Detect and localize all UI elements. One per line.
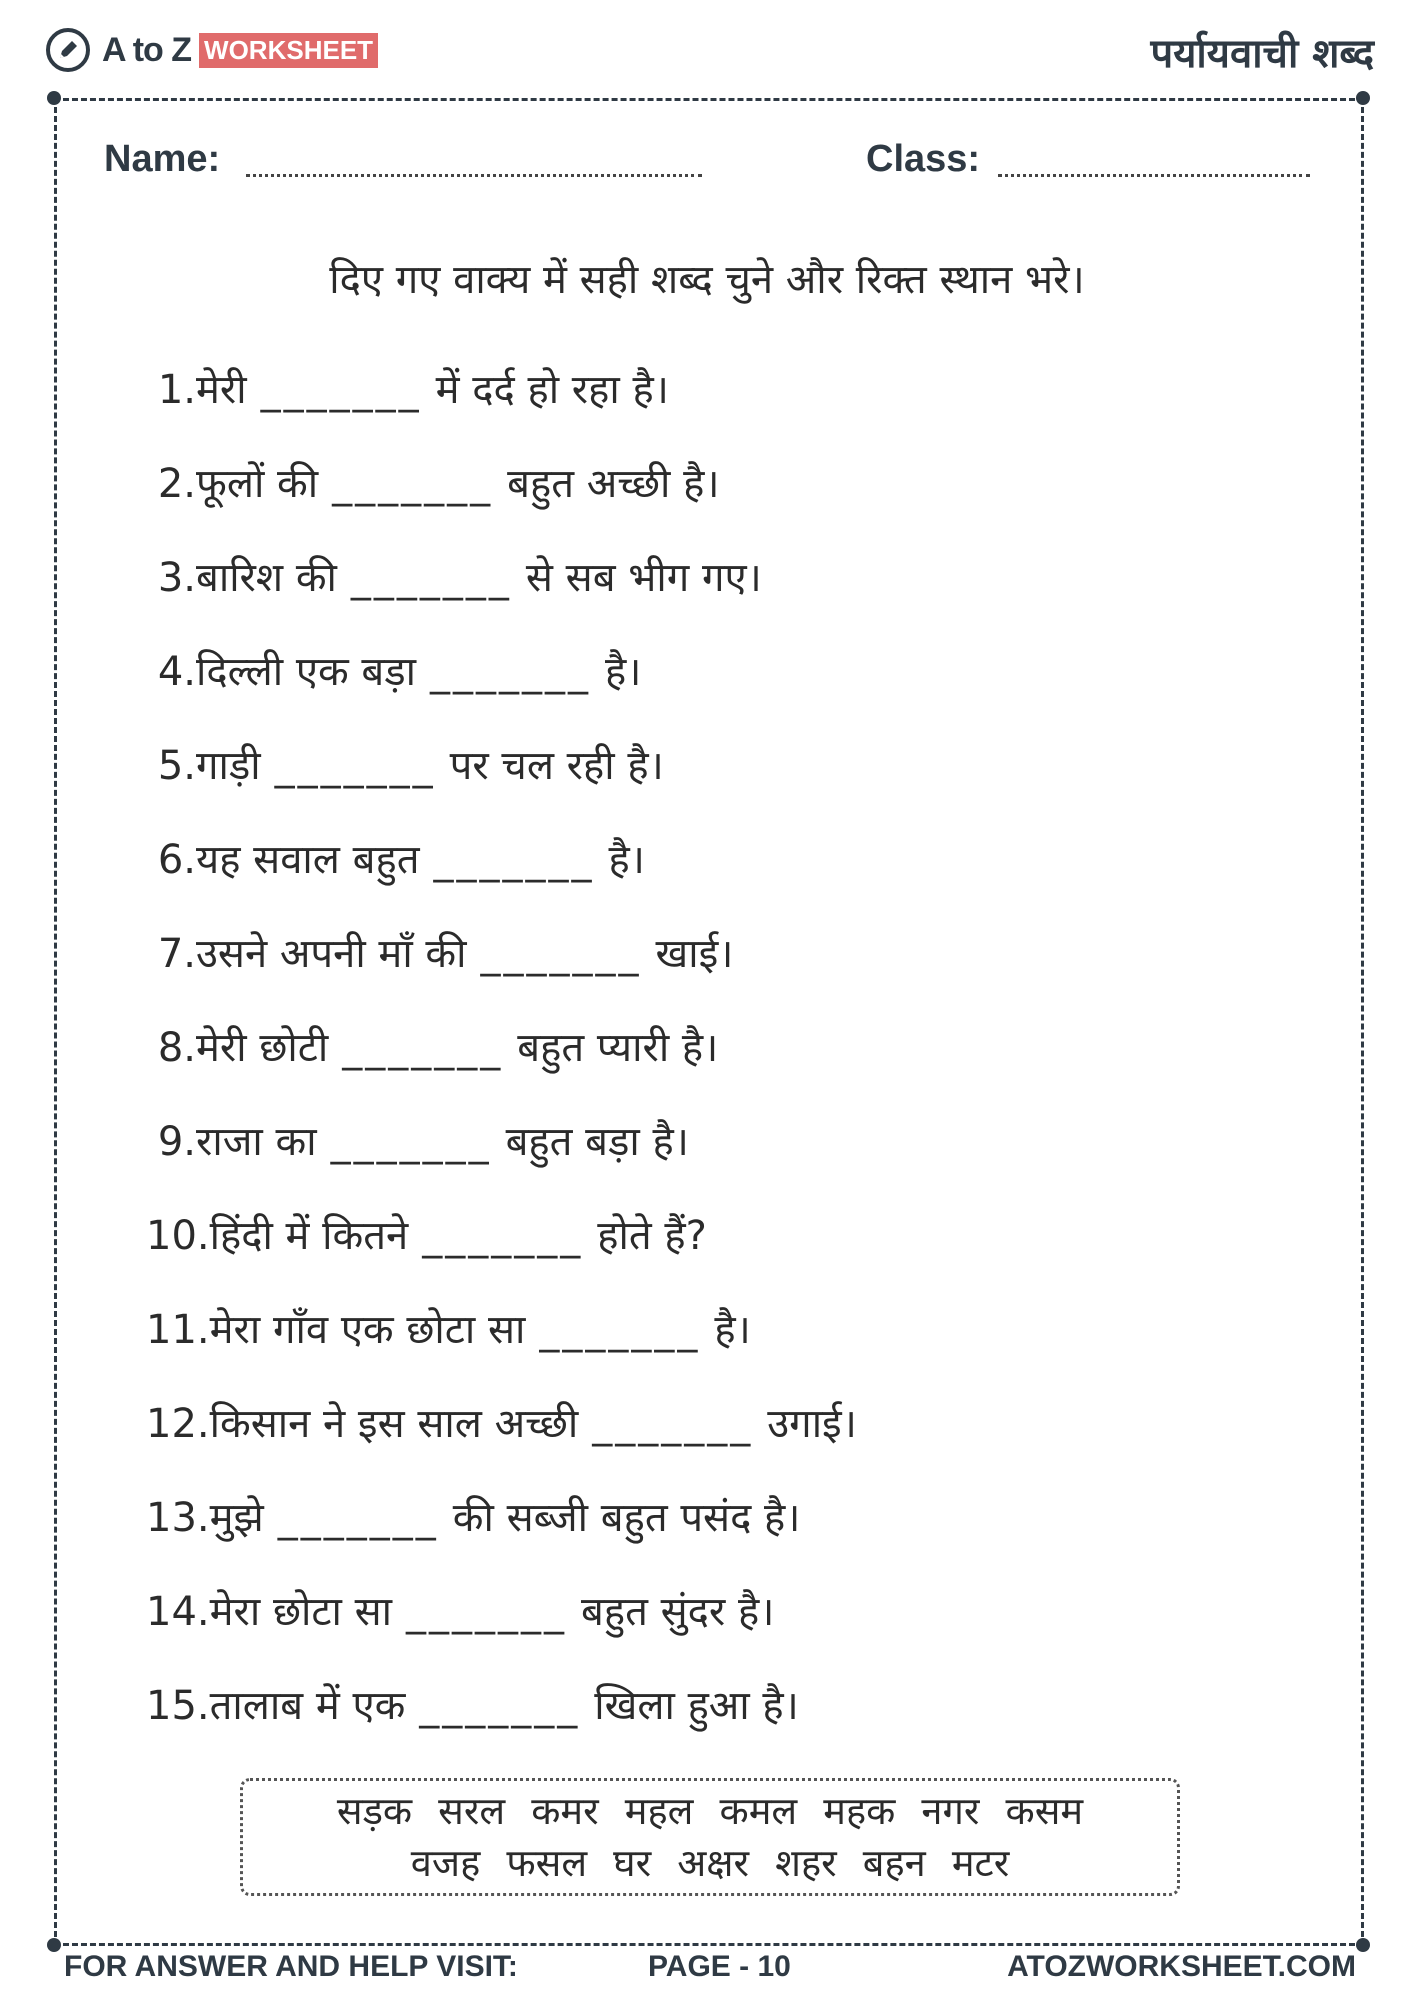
question-number: 2. [157, 461, 196, 507]
question-text-before: फूलों की [196, 461, 319, 507]
question-item [146, 1676, 857, 1770]
name-label: Name: [104, 138, 221, 180]
answer-blank[interactable]: _______ [430, 649, 591, 695]
question-text-before: मेरी [196, 367, 247, 413]
question-list [146, 360, 857, 1770]
question-item [146, 642, 857, 736]
frame-corner [1356, 91, 1370, 105]
pencil-icon [46, 28, 90, 72]
class-field[interactable] [998, 174, 1310, 177]
question-text-before: गाड़ी [196, 743, 261, 789]
site-logo [46, 28, 378, 72]
answer-blank[interactable]: _______ [433, 837, 595, 883]
question-text-before: बारिश की [196, 555, 337, 601]
page-title: पर्यायवाची शब्द [1150, 31, 1374, 77]
question-text-before: मुझे [209, 1495, 264, 1541]
footer-page-number: PAGE - 10 [648, 1950, 791, 1983]
question-text-before: दिल्ली एक बड़ा [196, 649, 416, 695]
word-bank-row: वजह फसल घर अक्षर शहर बहन मटर [410, 1841, 1010, 1885]
question-number: 15. [146, 1683, 210, 1729]
question-text-before: राजा का [196, 1119, 317, 1165]
question-item [146, 360, 857, 454]
question-text-after: होते हैं? [597, 1213, 707, 1259]
question-text-after: खाई। [655, 931, 734, 977]
question-number: 3. [157, 555, 196, 601]
question-number: 1. [157, 367, 196, 413]
answer-blank[interactable]: _______ [539, 1307, 701, 1353]
answer-blank[interactable]: _______ [422, 1213, 584, 1259]
question-item [146, 1488, 857, 1582]
footer-help-text: FOR ANSWER AND HELP VISIT: [64, 1950, 518, 1983]
question-number: 12. [146, 1401, 210, 1447]
question-text-before: यह सवाल बहुत [196, 837, 420, 883]
logo-text: A to Z [102, 30, 192, 69]
answer-blank[interactable]: _______ [330, 1119, 492, 1165]
word-bank [240, 1778, 1180, 1896]
question-item [146, 548, 857, 642]
question-number: 13. [146, 1495, 210, 1541]
question-text-before: हिंदी में कितने [209, 1213, 409, 1259]
question-text-before: मेरा गाँव एक छोटा सा [209, 1307, 526, 1353]
question-item [146, 1112, 857, 1206]
question-item [146, 1300, 857, 1394]
question-number: 11. [146, 1307, 210, 1353]
frame-corner [1356, 1938, 1370, 1952]
question-number: 6. [157, 837, 196, 883]
frame-corner [47, 1938, 61, 1952]
answer-blank[interactable]: _______ [342, 1025, 504, 1071]
question-text-after: बहुत प्यारी है। [517, 1025, 719, 1071]
question-number: 9. [157, 1119, 196, 1165]
question-text-after: खिला हुआ है। [594, 1683, 799, 1729]
question-text-before: किसान ने इस साल अच्छी [209, 1401, 579, 1447]
question-text-after: है। [714, 1307, 751, 1353]
question-number: 8. [157, 1025, 196, 1071]
question-item [146, 830, 857, 924]
question-text-after: की सब्जी बहुत पसंद है। [452, 1495, 801, 1541]
question-item [146, 1206, 857, 1300]
question-number: 4. [157, 649, 196, 695]
word-bank-row: सड़क सरल कमर महल कमल महक नगर कसम [336, 1789, 1084, 1833]
answer-blank[interactable]: _______ [406, 1589, 568, 1635]
question-item [146, 736, 857, 830]
question-text-after: है। [605, 649, 642, 695]
question-text-after: बहुत बड़ा है। [505, 1119, 689, 1165]
question-number: 5. [157, 743, 196, 789]
footer-website-link[interactable]: ATOZWORKSHEET.COM [1007, 1950, 1356, 1983]
answer-blank[interactable]: _______ [260, 367, 422, 413]
question-text-after: पर चल रही है। [449, 743, 664, 789]
answer-blank[interactable]: _______ [332, 461, 494, 507]
question-text-before: मेरी छोटी [196, 1025, 329, 1071]
question-item [146, 1394, 857, 1488]
question-text-before: तालाब में एक [209, 1683, 406, 1729]
question-item [146, 454, 857, 548]
question-item [146, 924, 857, 1018]
answer-blank[interactable]: _______ [480, 931, 642, 977]
question-text-before: मेरा छोटा सा [209, 1589, 393, 1635]
class-label: Class: [866, 138, 981, 180]
question-item [146, 1582, 857, 1676]
question-text-after: बहुत अच्छी है। [507, 461, 720, 507]
question-number: 7. [157, 931, 196, 977]
answer-blank[interactable]: _______ [592, 1401, 754, 1447]
question-text-after: है। [608, 837, 645, 883]
question-text-after: से सब भीग गए। [525, 555, 762, 601]
question-text-before: उसने अपनी माँ की [196, 931, 467, 977]
answer-blank[interactable]: _______ [277, 1495, 439, 1541]
instruction-text: दिए गए वाक्य में सही शब्द चुने और रिक्त स्थान भरे। [329, 257, 1085, 303]
answer-blank[interactable]: _______ [419, 1683, 581, 1729]
question-number: 14. [146, 1589, 210, 1635]
question-text-after: में दर्द हो रहा है। [435, 367, 669, 413]
question-item [146, 1018, 857, 1112]
question-number: 10. [146, 1213, 210, 1259]
name-field[interactable] [246, 174, 702, 177]
logo-badge: WORKSHEET [199, 33, 378, 68]
frame-corner [47, 91, 61, 105]
answer-blank[interactable]: _______ [274, 743, 436, 789]
question-text-after: उगाई। [767, 1401, 857, 1447]
question-text-after: बहुत सुंदर है। [581, 1589, 775, 1635]
answer-blank[interactable]: _______ [350, 555, 512, 601]
